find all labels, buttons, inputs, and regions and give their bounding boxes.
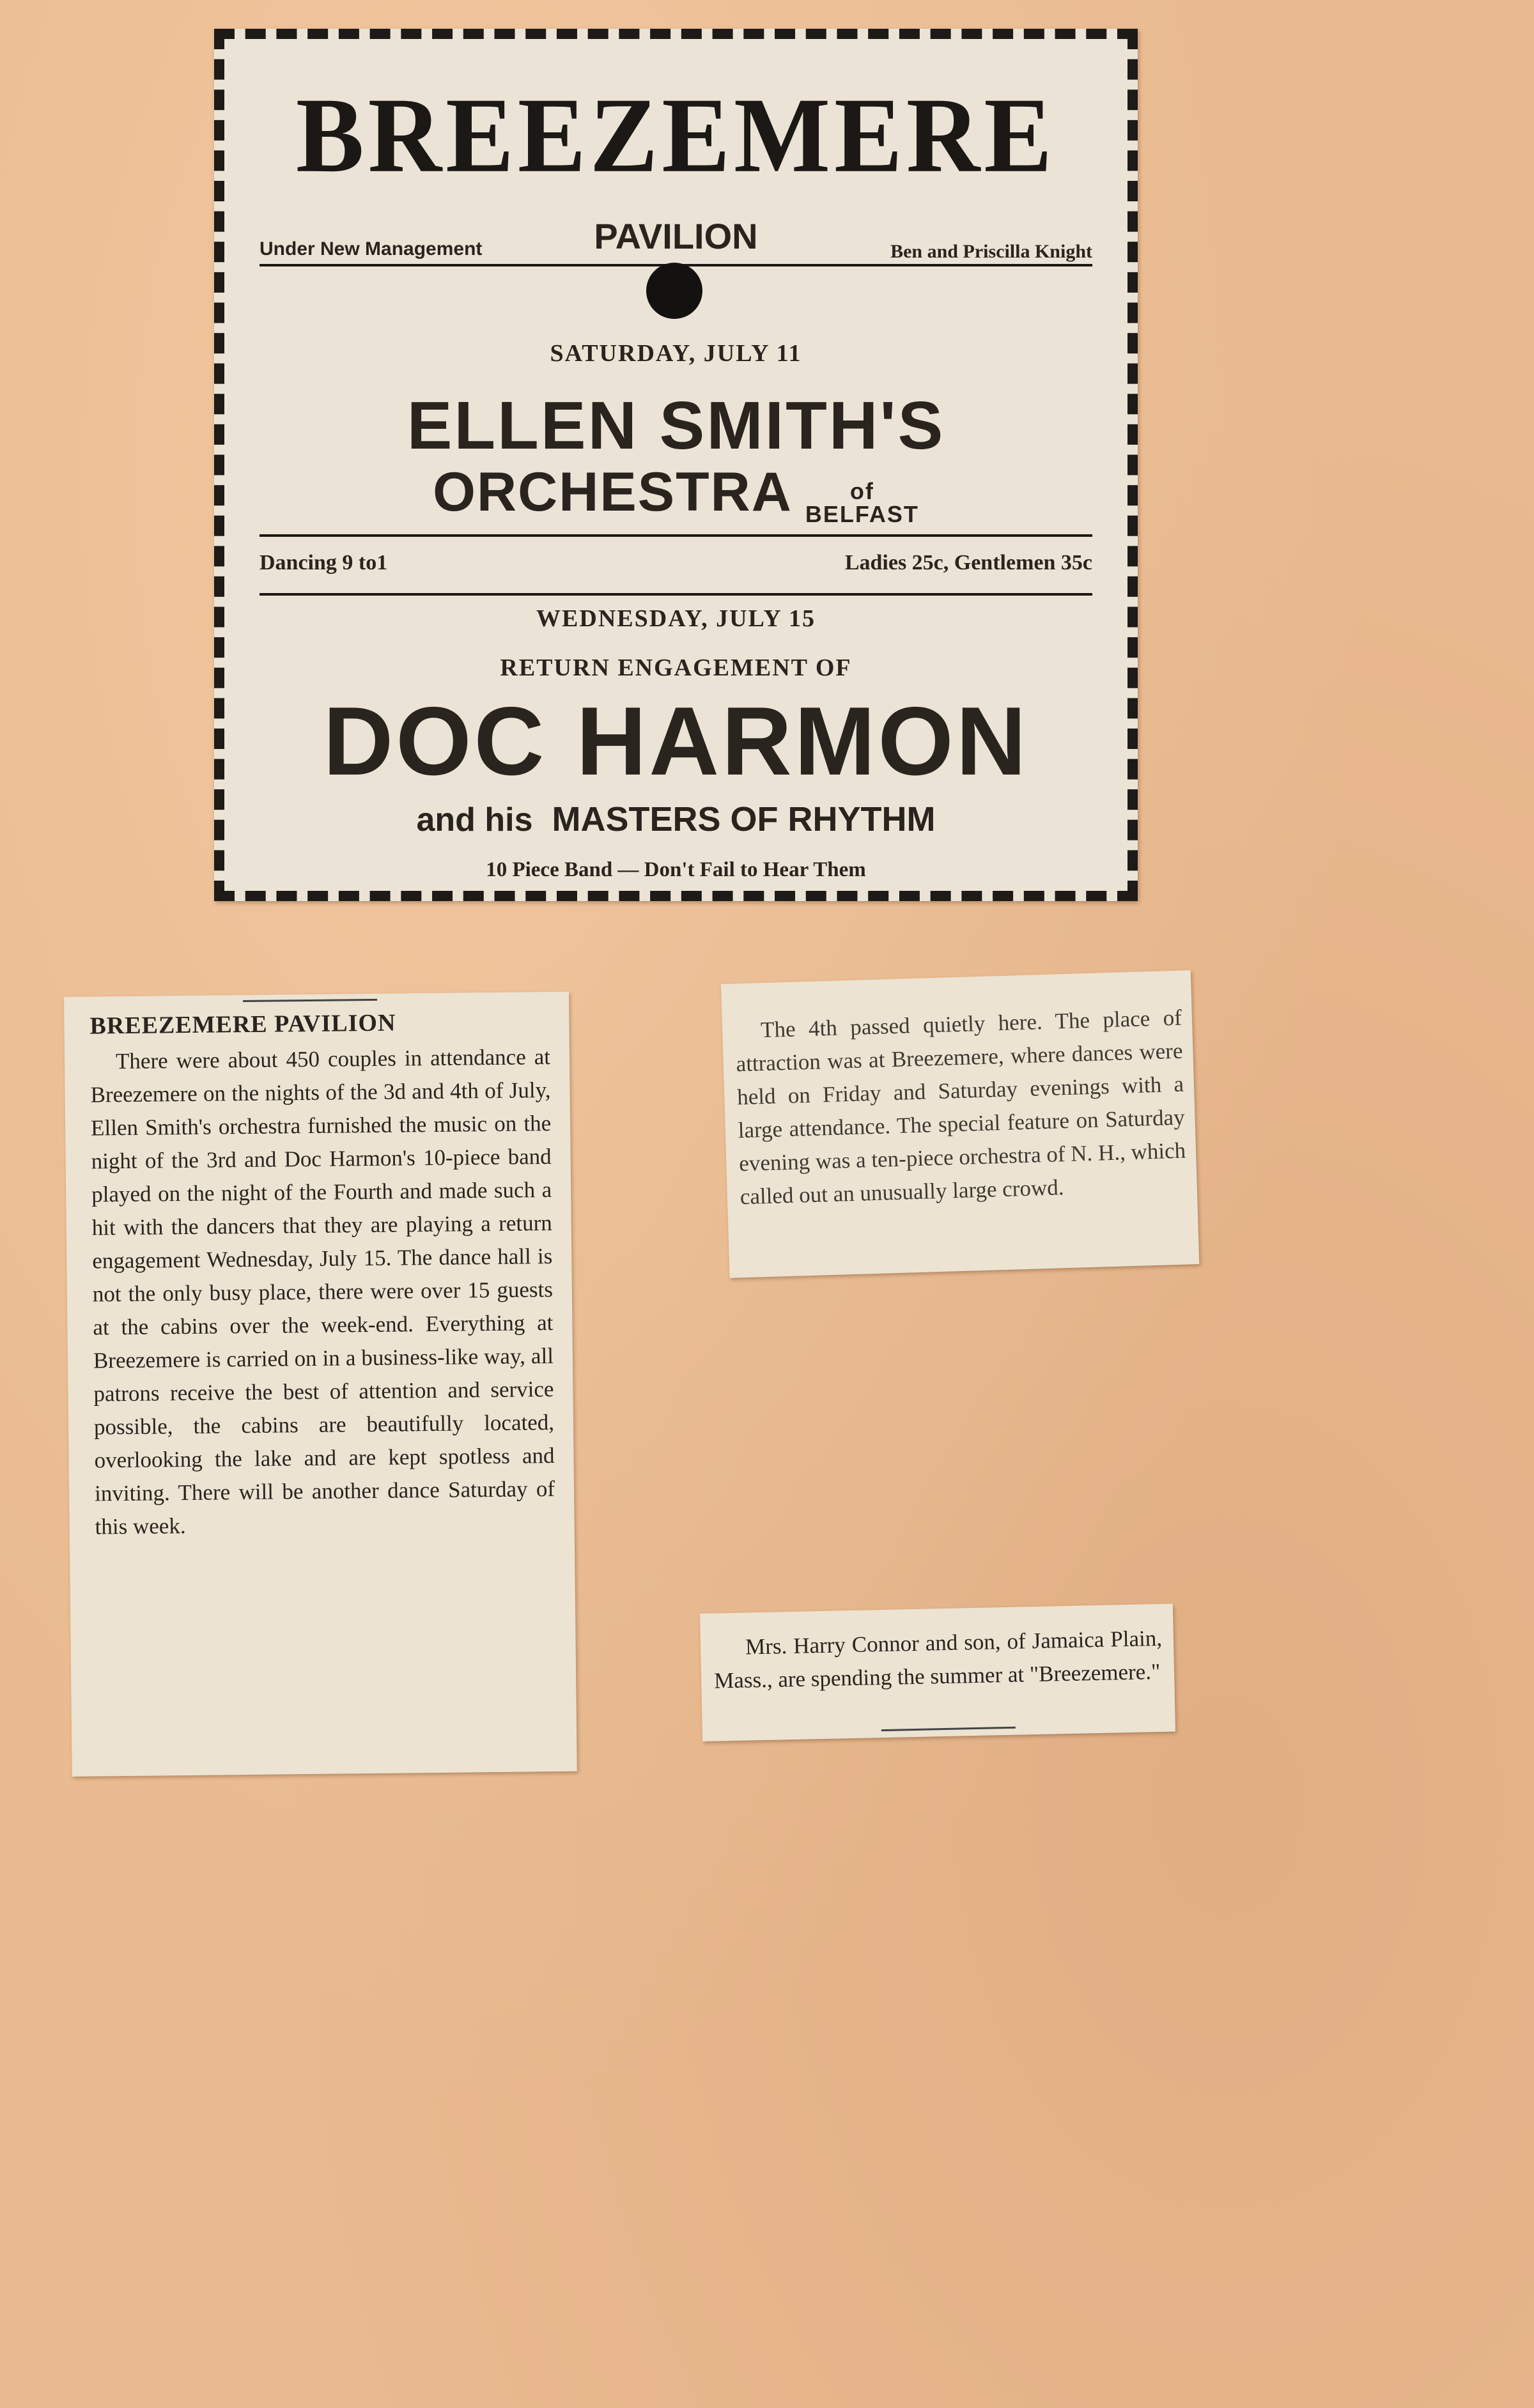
advertisement [214, 29, 1138, 901]
admission-row [260, 534, 1092, 596]
guests-note-clipping [700, 1604, 1175, 1741]
event1-band-type [224, 461, 1127, 526]
management-row [260, 206, 1092, 266]
divider [243, 999, 377, 1002]
pavilion-report-clipping [64, 992, 577, 1777]
event1-from-word: of [849, 478, 874, 504]
event2-tagline: 10 Piece Band — Don't Fail to Hear Them [486, 858, 866, 881]
clipping-headline: BREEZEMERE PAVILION [89, 1009, 396, 1040]
clipping-body: The 4th passed quietly here. The place of attraction was at Breezemere, where dances were held on Friday and Saturday evenings with a large attendance. The special feature on Saturday evening was a ten-piece orchestra of N. H., which called out an unusually large crowd. [736, 1005, 1186, 1210]
event2-intro: RETURN ENGAGEMENT OF [500, 654, 852, 681]
event2-band-sub-name: MASTERS OF RHYTHM [552, 800, 936, 838]
owners-note: Ben and Priscilla Knight [890, 241, 1092, 262]
event2-band-name: DOC HARMON [323, 687, 1029, 796]
dot-ornament [646, 263, 702, 319]
venue-type: PAVILION [594, 216, 758, 256]
event2-date: WEDNESDAY, JULY 15 [536, 605, 816, 632]
management-note: Under New Management [260, 238, 483, 259]
divider [881, 1727, 1016, 1731]
event2-band-sub [224, 799, 1127, 839]
clipping-body: There were about 450 couples in attendance at Breezemere on the nights of the 3d and 4th of July, Ellen Smith's orchestra furnished the music on the night of the 3rd and Doc Harmon's 10-piece band played on the night of the Fourth and made such a hit with the dancers that they are playing a return engagement Wednesday, July 15. The dance hall is not the only busy place, there were over 15 guests at the cabins over the week-end. Everything at Breezemere is carried on in a business-like way, all patrons receive the best of attention and service possible, the cabins are beautifully located, overlooking the lake and are kept spotless and inviting. There will be another dance Saturday of this week. [90, 1044, 555, 1540]
dance-hours: Dancing 9 to1 [260, 551, 388, 575]
event1-orchestra: ORCHESTRA [433, 461, 793, 523]
event1-band-name: ELLEN SMITH'S [407, 388, 945, 463]
admission-prices: Ladies 25c, Gentlemen 35c [844, 551, 1092, 575]
event1-date: SATURDAY, JULY 11 [550, 340, 802, 367]
fourth-note-clipping [721, 970, 1199, 1278]
event2-band-sub-prefix: and his [416, 801, 533, 838]
event1-origin [805, 480, 919, 526]
venue-name: BREEZEMERE [295, 75, 1057, 195]
clipping-body: Mrs. Harry Connor and son, of Jamaica Plain, Mass., are spending the summer at "Breezemere." [713, 1625, 1163, 1694]
event1-hometown: BELFAST [805, 501, 919, 527]
